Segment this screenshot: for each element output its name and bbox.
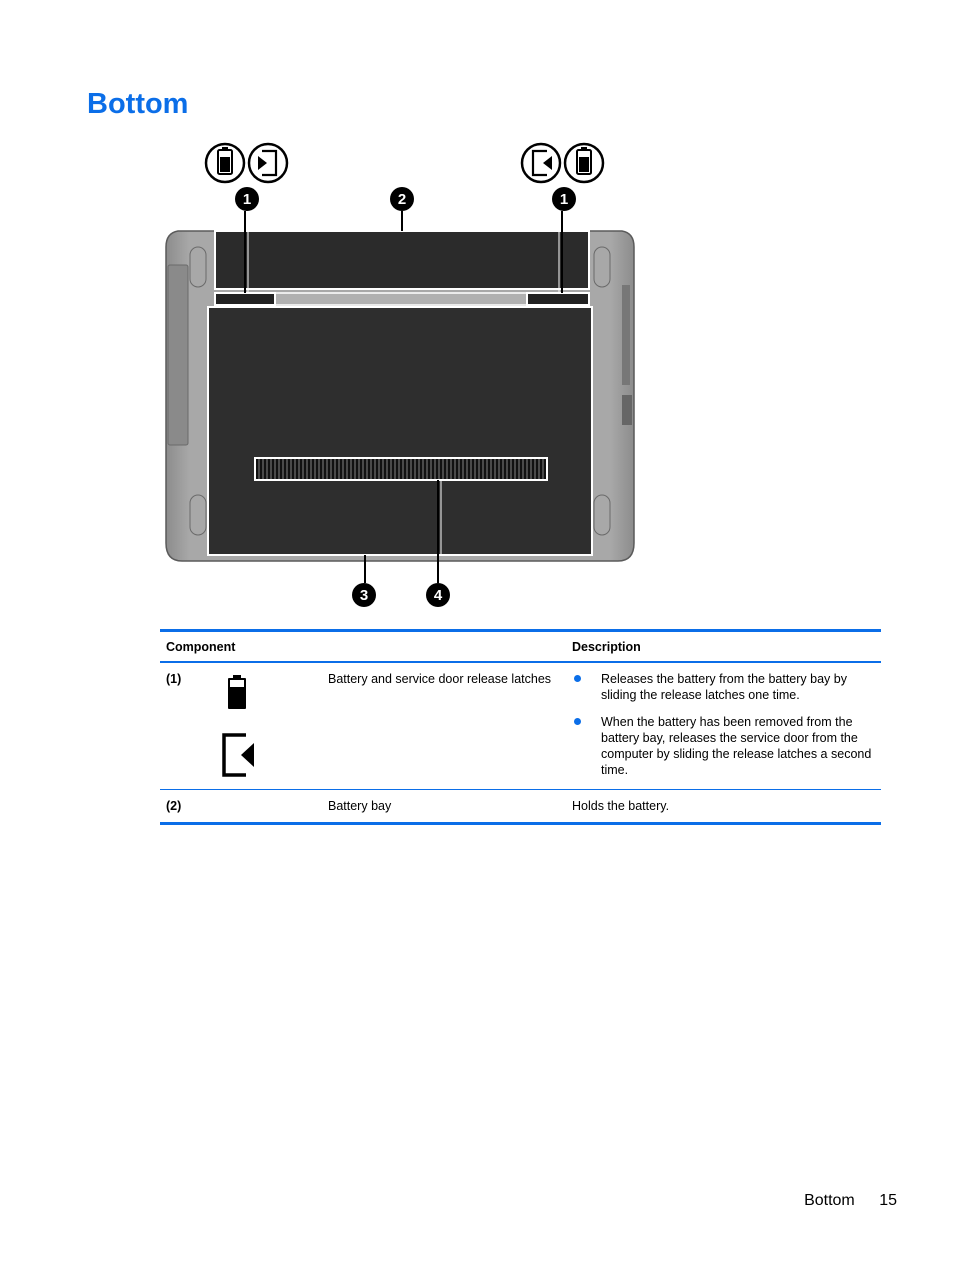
release-latch-icon	[522, 144, 560, 182]
battery-bay	[215, 231, 589, 289]
table-header-row	[160, 631, 881, 663]
list-item: When the battery has been removed from the battery bay, releases the service door from the computer by sliding the release latches a second time.	[572, 714, 875, 778]
battery-icon	[216, 671, 256, 715]
callout-2	[390, 187, 414, 211]
description-header: Description	[566, 631, 881, 663]
table-row	[160, 790, 881, 824]
battery-icon	[565, 144, 603, 182]
release-latch-left	[215, 293, 275, 305]
list-item: Releases the battery from the battery bay by sliding the release latches one time.	[572, 671, 875, 703]
svg-text:1: 1	[559, 191, 569, 208]
svg-text:3: 3	[359, 587, 369, 604]
release-latch-right	[527, 293, 589, 305]
page-footer	[804, 1192, 897, 1210]
service-door	[208, 307, 592, 555]
footer-section: Bottom	[804, 1192, 855, 1209]
page-number: 15	[879, 1192, 897, 1209]
row-number: (1)	[160, 662, 210, 790]
callout-1-right	[552, 187, 576, 211]
row-component: Battery bay	[322, 790, 566, 824]
row-component: Battery and service door release latches	[322, 662, 566, 790]
component-table	[160, 629, 881, 825]
bullet-icon	[574, 718, 581, 725]
row-description	[566, 662, 881, 790]
svg-text:1: 1	[242, 191, 252, 208]
table-row	[160, 662, 881, 790]
svg-text:4: 4	[433, 587, 443, 604]
callout-4	[426, 583, 450, 607]
svg-text:2: 2	[397, 191, 407, 208]
row-icons	[210, 662, 322, 790]
laptop-bottom-figure	[150, 135, 650, 615]
vent	[255, 458, 547, 480]
release-latch-icon	[216, 729, 264, 781]
component-header: Component	[160, 631, 566, 663]
bullet-icon	[574, 675, 581, 682]
page-title: Bottom	[87, 88, 189, 120]
row-description: Holds the battery.	[566, 790, 881, 824]
battery-icon	[206, 144, 244, 182]
row-number: (2)	[160, 790, 210, 824]
callout-3	[352, 583, 376, 607]
callout-1-left	[235, 187, 259, 211]
release-latch-icon	[249, 144, 287, 182]
